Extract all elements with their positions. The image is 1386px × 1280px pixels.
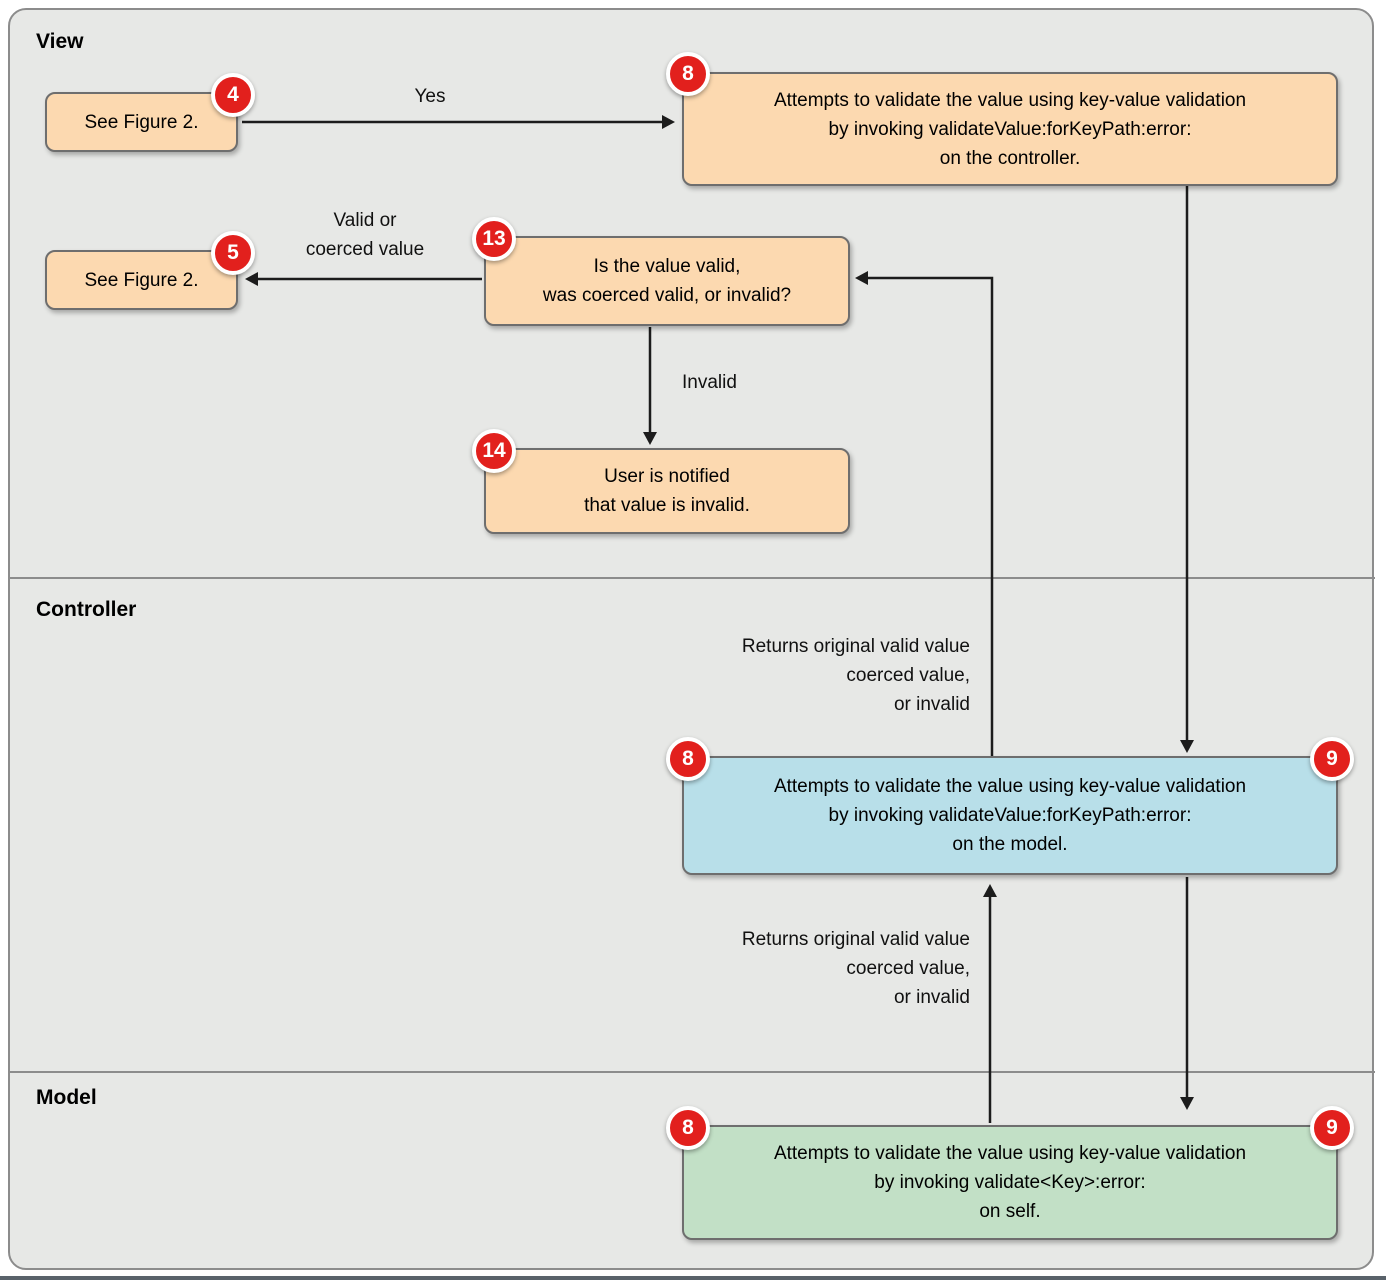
step-badge-14: 14 — [472, 429, 516, 473]
step-badge-9-controller: 9 — [1310, 737, 1354, 781]
edge-label-invalid: Invalid — [682, 372, 737, 393]
step-badge-9-model: 9 — [1310, 1106, 1354, 1150]
step-badge-5: 5 — [211, 231, 255, 275]
edge-label-line: coerced value, — [846, 665, 970, 686]
node-see-figure-2-mid — [45, 250, 238, 310]
node-user-notified — [484, 448, 850, 534]
step-badge-13: 13 — [472, 217, 516, 261]
node-line: by invoking validateValue:forKeyPath:error: — [828, 118, 1192, 140]
lane-separator-view-controller — [9, 577, 1375, 579]
node-line: on the model. — [952, 834, 1068, 855]
node-validate-on-controller — [682, 72, 1338, 186]
edge-label-line: Returns original valid value — [741, 636, 970, 657]
step-badge-8-view: 8 — [666, 52, 710, 96]
node-validate-on-self — [682, 1125, 1338, 1240]
edge-label-line: or invalid — [893, 694, 970, 715]
edge-label-line: coerced value — [305, 239, 425, 260]
node-see-figure-2-top — [45, 92, 238, 152]
node-line: on the controller. — [939, 147, 1081, 169]
lane-label-model: Model — [36, 1086, 97, 1109]
edge-label-line: Returns original valid value — [741, 929, 970, 950]
node-line: Attempts to validate the value using key-value validation — [773, 89, 1247, 111]
node-line: that value is invalid. — [584, 495, 750, 516]
step-badge-4: 4 — [211, 73, 255, 117]
step-badge-8-controller: 8 — [666, 737, 710, 781]
node-label: See Figure 2. — [84, 111, 199, 133]
node-line: was coerced valid, or invalid? — [542, 285, 792, 306]
node-line: Is the value valid, — [593, 256, 741, 277]
node-line: User is notified — [604, 466, 730, 487]
edge-label-valid-or-coerced — [265, 206, 465, 264]
lane-separator-controller-model — [9, 1071, 1375, 1073]
node-line: by invoking validateValue:forKeyPath:error: — [828, 805, 1192, 826]
node-line: by invoking validate<Key>:error: — [874, 1172, 1146, 1193]
node-decision-valid — [484, 236, 850, 326]
edge-label-returns-controller — [640, 632, 970, 719]
lane-label-view: View — [36, 30, 84, 53]
edge-label-line: Valid or — [333, 210, 397, 231]
edge-label-returns-model — [640, 925, 970, 1012]
edge-label-line: or invalid — [893, 987, 970, 1008]
bottom-edge-strip — [0, 1276, 1386, 1280]
lane-label-controller: Controller — [36, 598, 137, 621]
step-badge-8-model: 8 — [666, 1106, 710, 1150]
node-line: Attempts to validate the value using key-value validation — [773, 776, 1247, 797]
node-validate-on-model — [682, 756, 1338, 875]
node-line: Attempts to validate the value using key-value validation — [773, 1143, 1247, 1164]
edge-label-yes: Yes — [414, 86, 446, 107]
edge-label-line: coerced value, — [846, 958, 970, 979]
node-line: on self. — [979, 1201, 1041, 1222]
node-label: See Figure 2. — [84, 269, 199, 291]
